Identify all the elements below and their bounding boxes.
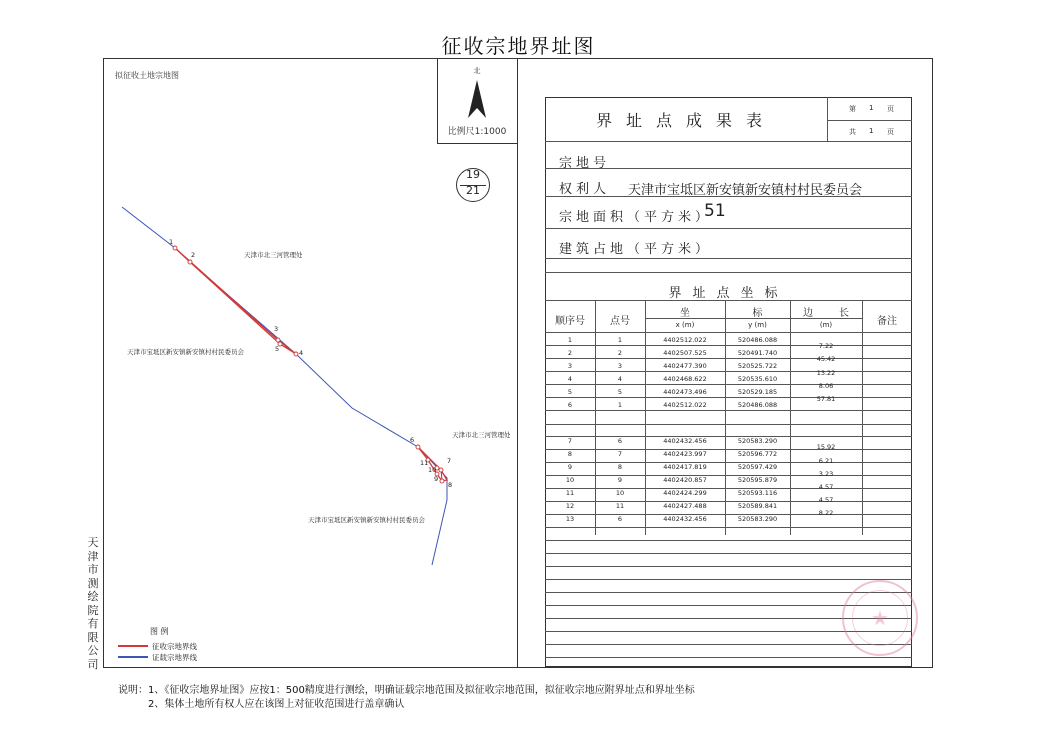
total-label: 共 xyxy=(849,128,856,136)
grid-line xyxy=(545,141,912,142)
map-label-north-mgmt: 天津市北三河管理处 xyxy=(244,251,303,259)
point-label: 8 xyxy=(448,481,453,489)
cell-x: 4402512.022 xyxy=(663,401,707,409)
total-number: 1 xyxy=(869,127,874,135)
cell-y: 520583.290 xyxy=(737,437,778,445)
map-label-village: 天津市宝坻区新安镇新安镇村村民委员会 xyxy=(308,516,425,524)
point-label: 9 xyxy=(434,475,439,483)
header-coord-left: 坐 xyxy=(680,308,690,319)
cell-y: 520535.610 xyxy=(737,375,778,383)
grid-line xyxy=(545,410,912,411)
cell-seq: 5 xyxy=(567,388,573,396)
legend-blue-label: 证载宗地界线 xyxy=(152,653,197,662)
cell-seq: 10 xyxy=(565,476,575,484)
cell-y: 520595.879 xyxy=(737,476,778,484)
point-label: 2 xyxy=(191,251,196,259)
surveyor-char: 市 xyxy=(87,563,99,576)
cell-seq: 8 xyxy=(567,450,573,458)
point-label: 1 xyxy=(169,238,174,246)
header-side-left: 边 xyxy=(803,308,813,319)
surveyor-char: 绘 xyxy=(87,590,99,603)
page-number: 1 xyxy=(869,104,874,112)
grid-line xyxy=(827,97,828,141)
area-value: 51 xyxy=(704,201,726,221)
cell-x: 4402507.525 xyxy=(663,349,707,357)
grid-line xyxy=(545,553,912,554)
cell-pt: 1 xyxy=(617,401,623,409)
legend-title: 图 例 xyxy=(150,627,169,636)
building-area-label: 建筑占地（平方米） xyxy=(559,242,713,257)
grid-line xyxy=(545,228,912,229)
header-y: y (m) xyxy=(748,321,767,329)
grid-line xyxy=(545,272,912,273)
cell-seq: 9 xyxy=(567,463,573,471)
notes-line-1: 说明：1、《征收宗地界址图》应按1：500精度进行测绘，明确证载宗地范围及拟征收宗地范围，拟征收宗地应附界址点和界址坐标 xyxy=(118,685,695,696)
north-letter: 北 xyxy=(473,67,481,75)
blue-boundary-lines xyxy=(122,207,447,565)
grid-line xyxy=(545,566,912,567)
cell-y: 520486.088 xyxy=(737,336,778,344)
cell-pt: 10 xyxy=(615,489,625,497)
cell-x: 4402417.819 xyxy=(663,463,707,471)
parcel-no-label: 宗地号 xyxy=(559,156,611,171)
cell-y: 520593.116 xyxy=(737,489,778,497)
cell-x: 4402432.456 xyxy=(663,515,707,523)
map-label: 拟征收土地宗地图 xyxy=(115,71,179,80)
header-coord-right: 标 xyxy=(752,308,763,319)
cell-side: 4.57 xyxy=(818,496,834,504)
header-point: 点号 xyxy=(610,316,630,327)
surveyor-char: 院 xyxy=(87,603,99,617)
surveyor-char: 有 xyxy=(87,617,99,630)
cell-y: 520529.185 xyxy=(737,388,778,396)
cell-pt: 6 xyxy=(617,437,623,445)
page-title: 征收宗地界址图 xyxy=(441,34,596,58)
cell-x: 4402423.997 xyxy=(663,450,707,458)
cell-pt: 2 xyxy=(617,349,623,357)
sheet-index-top: 19 xyxy=(466,168,480,181)
legend-red-swatch xyxy=(118,645,148,647)
red-boundary-lines xyxy=(175,248,447,481)
cell-x: 4402512.022 xyxy=(663,336,707,344)
grid-line xyxy=(545,424,912,425)
coord-title: 界址点坐标 xyxy=(668,286,789,301)
cell-pt: 5 xyxy=(617,388,623,396)
cell-side: 7.22 xyxy=(818,342,834,350)
results-title: 界址点成果表 xyxy=(595,111,776,130)
surveyor-char: 测 xyxy=(87,576,99,590)
cell-y: 520583.290 xyxy=(737,515,778,523)
cell-side: 4.57 xyxy=(818,483,834,491)
grid-line xyxy=(545,258,912,259)
owner-value: 天津市宝坻区新安镇新安镇村村民委员会 xyxy=(628,183,863,198)
cell-side: 3.23 xyxy=(818,470,834,478)
map-label-north-mgmt: 天津市北三河管理处 xyxy=(452,431,511,439)
point-label: 5 xyxy=(275,345,280,353)
boundary-points xyxy=(173,246,444,483)
cell-pt: 4 xyxy=(617,375,623,383)
legend-red-label: 征收宗地界线 xyxy=(152,642,197,651)
cell-side: 8.06 xyxy=(818,382,834,390)
point-label: 3 xyxy=(274,325,279,333)
cell-pt: 11 xyxy=(615,502,625,510)
grid-line xyxy=(827,120,912,121)
page-label: 第 xyxy=(849,105,856,113)
cell-y: 520589.841 xyxy=(737,502,778,510)
notes-line-2: 2、集体土地所有权人应在该图上对征收范围进行盖章确认 xyxy=(148,699,405,710)
point-label: 4 xyxy=(299,349,304,357)
page-unit: 页 xyxy=(887,105,894,113)
surveyor-name xyxy=(86,536,100,671)
grid-line xyxy=(862,300,863,535)
surveyor-char: 天 xyxy=(87,536,99,549)
header-seq: 顺序号 xyxy=(555,316,585,327)
cell-seq: 4 xyxy=(567,375,573,383)
cell-side: 57.81 xyxy=(816,395,836,403)
cell-seq: 7 xyxy=(567,437,573,445)
cell-side: 15.92 xyxy=(816,443,836,451)
cell-pt: 7 xyxy=(617,450,623,458)
cell-pt: 8 xyxy=(617,463,623,471)
map-label-village: 天津市宝坻区新安镇新安镇村村民委员会 xyxy=(127,348,244,356)
header-remark: 备注 xyxy=(877,316,897,327)
cell-pt: 1 xyxy=(617,336,623,344)
cell-y: 520597.429 xyxy=(737,463,778,471)
cell-y: 520525.722 xyxy=(737,362,778,370)
area-label: 宗地面积（平方米） xyxy=(559,210,713,225)
total-unit: 页 xyxy=(887,128,894,136)
cell-seq: 3 xyxy=(567,362,573,370)
sheet-index-bottom: 21 xyxy=(466,184,480,197)
cell-x: 4402432.456 xyxy=(663,437,707,445)
scale-text: 比例尺1:1000 xyxy=(447,127,507,137)
cell-side: 13.22 xyxy=(816,369,836,377)
cell-seq: 11 xyxy=(565,489,575,497)
cell-pt: 3 xyxy=(617,362,623,370)
cell-pt: 6 xyxy=(617,515,623,523)
header-x: x (m) xyxy=(675,321,695,329)
point-label: 7 xyxy=(447,457,452,465)
grid-line xyxy=(545,657,912,658)
grid-line xyxy=(545,540,912,541)
cell-x: 4402477.390 xyxy=(663,362,707,370)
cell-side: 6.21 xyxy=(818,457,834,465)
point-label: 10 xyxy=(428,466,437,474)
surveyor-char: 限 xyxy=(87,630,99,644)
cell-seq: 1 xyxy=(567,336,573,344)
cell-seq: 12 xyxy=(565,502,575,510)
cell-x: 4402420.857 xyxy=(663,476,707,484)
grid-line xyxy=(545,527,912,528)
surveyor-char: 津 xyxy=(87,549,99,563)
surveyor-char: 公 xyxy=(87,644,99,657)
cell-side: 8.22 xyxy=(818,509,834,517)
cell-side: 45.42 xyxy=(816,355,836,363)
cell-seq: 6 xyxy=(567,401,573,409)
cell-seq: 13 xyxy=(565,515,575,523)
cell-y: 520491.740 xyxy=(737,349,778,357)
cell-x: 4402424.299 xyxy=(663,489,707,497)
cell-x: 4402468.622 xyxy=(663,375,707,383)
surveyor-char: 司 xyxy=(87,657,99,671)
cell-pt: 9 xyxy=(617,476,623,484)
cell-x: 4402427.488 xyxy=(663,502,707,510)
legend-blue-swatch xyxy=(118,656,148,658)
grid-line xyxy=(545,332,912,333)
header-side-right: 长 xyxy=(839,308,849,319)
cell-seq: 2 xyxy=(567,349,573,357)
header-side-unit: (m) xyxy=(819,321,833,329)
cell-x: 4402473.496 xyxy=(663,388,707,396)
point-label: 6 xyxy=(410,436,415,444)
owner-label: 权利人 xyxy=(559,182,611,197)
seal-star-icon: ★ xyxy=(871,606,889,630)
point-label: 11 xyxy=(420,459,429,467)
grid-line xyxy=(545,579,912,580)
cell-y: 520486.088 xyxy=(737,401,778,409)
cell-y: 520596.772 xyxy=(737,450,778,458)
